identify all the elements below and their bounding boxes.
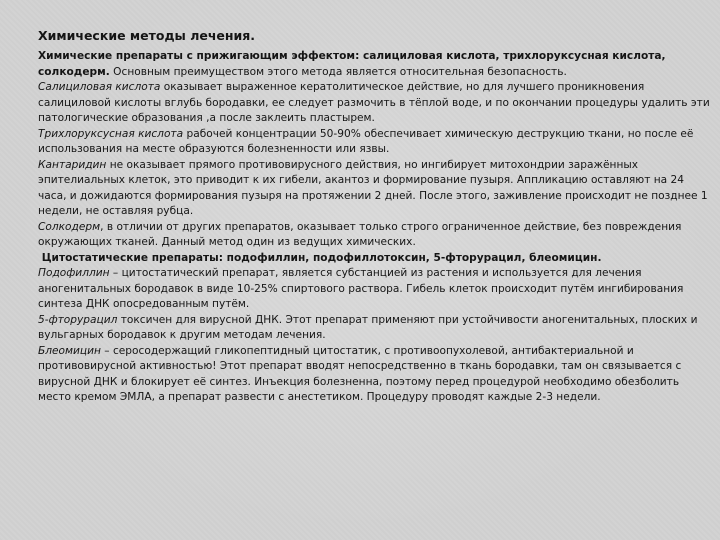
cantharidin-term: Кантаридин — [38, 158, 107, 171]
paragraph-cytostatics-heading: Цитостатические препараты: подофиллин, подофиллотоксин, 5-фторурацил, блеомицин. — [38, 251, 602, 264]
paragraph-salicylic — [38, 80, 710, 127]
page-title: Химические методы лечения. — [38, 28, 256, 43]
podophyllin-rest: – цитостатический препарат, является субстанцией из растения и используется для лечения аногенитальных бородавок в виде 10-25% спиртового раствора. Гибель клеток происходит путём ингибирования синтеза ДНК опосредованным путём. — [38, 267, 684, 310]
trichloroacetic-rest: рабочей концентрации 50-90% обеспечивает химическую деструкцию ткани, но после её использования на месте образуются болезненности или язвы. — [38, 127, 694, 155]
trichloroacetic-term: Трихлоруксусная кислота — [38, 127, 184, 140]
salicylic-rest: оказывает выраженное кератолитическое действие, но для лучшего проникновения салициловой кислоты вглубь бородавки, ее следует размочить в тёплой воде, и по окончании процедуры удалить эти патологические образования ,а после заклеить пластырем. — [38, 81, 710, 124]
paragraph-podophyllin — [38, 266, 710, 313]
paragraph-solcoderm — [38, 220, 710, 251]
cauterizing-lead: Химические препараты с прижигающим эффектом: салициловая кислота, трихлоруксусная кислота, солкодерм. — [38, 50, 666, 78]
paragraph-cauterizing — [38, 49, 710, 80]
fluorouracil-term: 5-фторурацил — [38, 313, 118, 326]
cauterizing-rest: Основным преимуществом этого метода является относительная безопасность. — [109, 65, 567, 78]
paragraph-trichloroacetic — [38, 127, 710, 158]
paragraph-cantharidin — [38, 158, 710, 220]
podophyllin-term: Подофиллин — [38, 267, 110, 279]
solcoderm-term: Солкодерм — [38, 220, 101, 233]
fluorouracil-rest: токсичен для вирусной ДНК. Этот препарат применяют при устойчивости аногенитальных, плоских и вульгарных бородавок к другим методам лечения. — [38, 313, 698, 341]
bleomycin-rest: – серосодержащий гликопептидный цитостатик, с противоопухолевой, антибактериальной и противовирусной активностью! Этот препарат вводят непосредственно в ткань бородавки, там он связывается с вирусной ДНК и блокирует её синтез. Инъекция болезненна, поэтому перед процедурой необходимо обезболить место кремом ЭМЛА, а препарат развести с анестетиком. Процедуру проводят каждые 2-3 недели. — [38, 344, 682, 403]
bleomycin-term: Блеомицин — [38, 344, 101, 357]
paragraph-fluorouracil — [38, 313, 710, 344]
salicylic-term: Салициловая кислота — [38, 81, 161, 93]
solcoderm-rest: , в отличии от других препаратов, оказывает только строго ограниченное действие, без повреждения окружающих тканей. Данный метод один из ведущих химических. — [38, 220, 682, 248]
slide-content — [38, 27, 710, 406]
cantharidin-rest: не оказывает прямого противовирусного действия, но ингибирует митохондрии заражённых эпителиальных клеток, это приводит к их гибели, акантоз и формирование пузыря. Аппликацию оставляют на 24 часа, и дожидаются формирования пузыря на протяжении 2 дней. После этого, заживление происходит не позднее 1 недели, не оставляя рубца. — [38, 158, 708, 217]
paragraph-bleomycin — [38, 344, 710, 406]
